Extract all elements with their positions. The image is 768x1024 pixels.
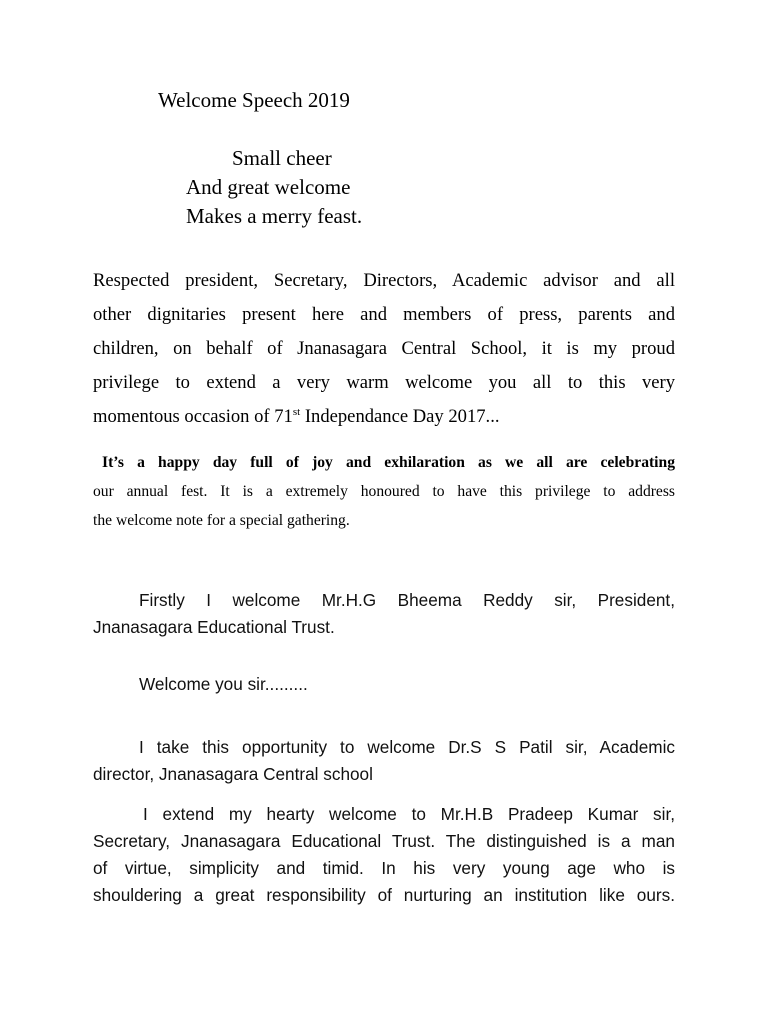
paragraph-line: I take this opportunity to welcome Dr.S S Patil sir, Academic	[139, 737, 675, 757]
opening-paragraph-line	[93, 400, 675, 434]
poem-line-3: Makes a merry feast.	[186, 204, 363, 228]
opening-paragraph-line: privilege to extend a very warm welcome you all to this very	[93, 372, 675, 393]
poem-line-1: Small cheer	[232, 146, 332, 170]
paragraph-line: Welcome you sir.........	[139, 674, 308, 694]
opening-paragraph-line: Respected president, Secretary, Directors, Academic advisor and all	[93, 270, 675, 291]
celebration-paragraph	[93, 448, 675, 535]
paragraph-line: shouldering a great responsibility of nurturing an institution like ours.	[93, 885, 675, 905]
ordinal-suffix: st	[292, 406, 301, 418]
paragraph-line: Firstly I welcome Mr.H.G Bheema Reddy sir, President,	[139, 590, 675, 610]
document-title: Welcome Speech 2019	[158, 88, 350, 112]
opening-paragraph	[93, 264, 675, 434]
paragraph-line: Secretary, Jnanasagara Educational Trust. The distinguished is a man	[93, 831, 675, 851]
paragraph-line: of virtue, simplicity and timid. In his very young age who is	[93, 858, 675, 878]
occasion-text: momentous occasion of 71	[93, 406, 293, 427]
occasion-text-end: Independance Day 2017...	[300, 406, 500, 427]
celebration-paragraph-line: It’s a happy day full of joy and exhilaration as we all are celebrating	[102, 454, 675, 471]
paragraph-line: director, Jnanasagara Central school	[93, 764, 373, 784]
celebration-paragraph-line: our annual fest. It is a extremely honoured to have this privilege to address	[93, 483, 675, 500]
opening-paragraph-line: children, on behalf of Jnanasagara Central School, it is my proud	[93, 338, 675, 359]
opening-paragraph-line: other dignitaries present here and members of press, parents and	[93, 304, 675, 325]
director-welcome-paragraph	[93, 734, 675, 788]
celebration-paragraph-line: the welcome note for a special gathering.	[93, 512, 350, 529]
paragraph-line: I extend my hearty welcome to Mr.H.B Pradeep Kumar sir,	[143, 804, 675, 824]
president-welcome-paragraph	[93, 587, 675, 641]
welcome-you-paragraph	[93, 671, 675, 698]
poem-line-2: And great welcome	[186, 175, 351, 199]
paragraph-line: Jnanasagara Educational Trust.	[93, 617, 335, 637]
secretary-welcome-paragraph	[93, 801, 675, 909]
